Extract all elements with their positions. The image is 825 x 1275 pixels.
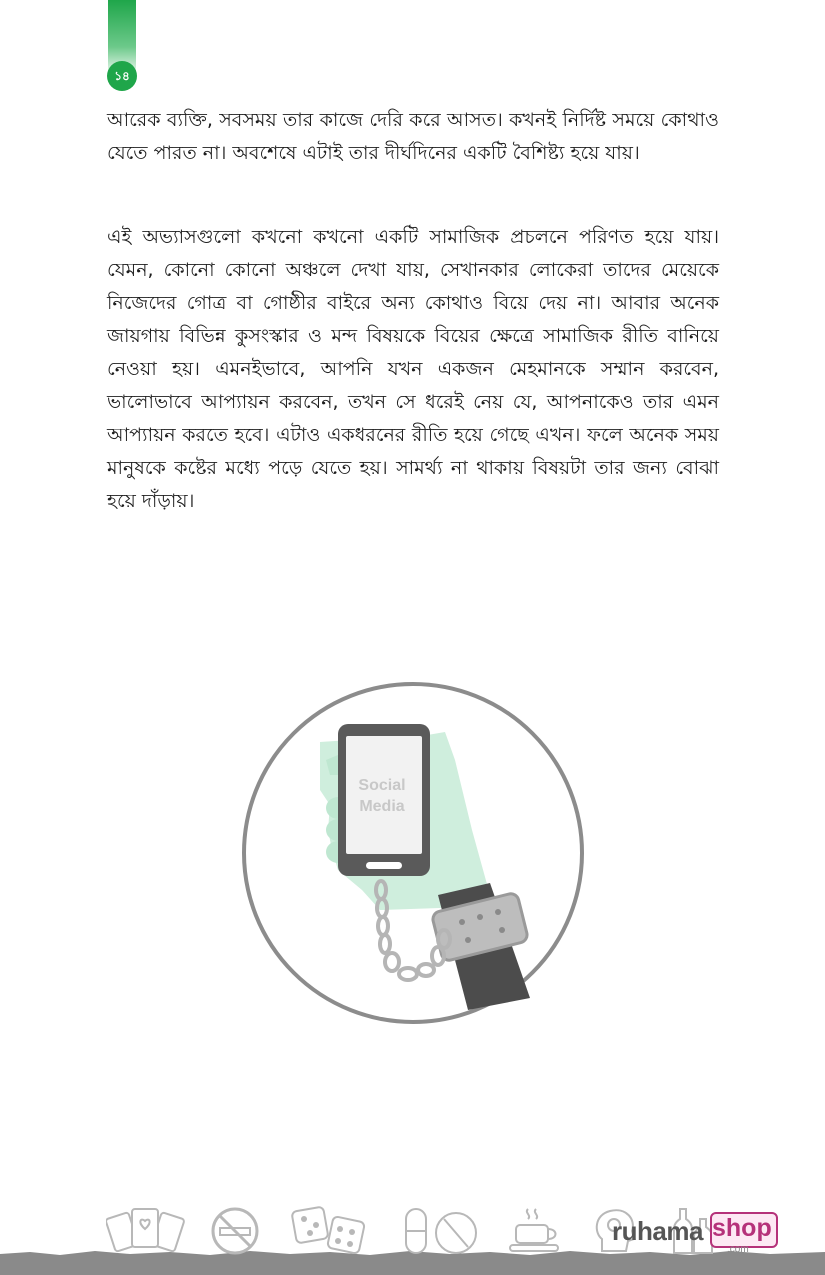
ruhama-shop-watermark bbox=[612, 1212, 782, 1256]
screen-text-social: Social bbox=[358, 777, 406, 794]
paragraph-1: আরেক ব্যক্তি, সবসময় তার কাজে দেরি করে আসত। কখনই নির্দিষ্ট সময়ে কোথাও যেতে পারত না। অবশেষে এটাই তার দীর্ঘদিনের একটি বৈশিষ্ট্য হয়ে যায়। bbox=[107, 109, 719, 164]
social-media-chain-illustration bbox=[240, 680, 586, 1026]
dice-icon bbox=[290, 1205, 370, 1255]
screen-text-media: Media bbox=[359, 798, 405, 815]
watermark-ruhama: ruhama bbox=[612, 1216, 703, 1246]
phone-screen bbox=[346, 736, 422, 854]
footer-strip bbox=[0, 1255, 825, 1275]
pills-icon bbox=[402, 1205, 482, 1255]
watermark-dotcom: .com bbox=[727, 1244, 749, 1255]
watermark-shop: shop bbox=[712, 1214, 772, 1242]
playing-cards-icon bbox=[106, 1205, 186, 1255]
coffee-cup-icon bbox=[508, 1205, 564, 1255]
page-number: ১৪ bbox=[107, 61, 137, 91]
no-smoking-icon bbox=[208, 1205, 262, 1255]
paragraph-2: এই অভ্যাসগুলো কখনো কখনো একটি সামাজিক প্রচলনে পরিণত হয়ে যায়। যেমন, কোনো কোনো অঞ্চলে দেখা যায়, সেখানকার লোকেরা তাদের মেয়েকে নিজেদের গোত্র বা গোষ্ঠীর বাইরে অন্য কোথাও বিয়ে দেয় না। আবার অনেক জায়গায় বিভিন্ন কুসংস্কার ও মন্দ বিষয়কে বিয়ের ক্ষেত্রে সামাজিক রীতি বানিয়ে নেওয়া হয়। এমনইভাবে, আপনি যখন একজন মেহমানকে সম্মান করবেন, ভালোভাবে আপ্যায়ন করবেন, তখন সে ধরেই নেয় যে, আপনাকেও তার এমন আপ্যায়ন করতে হবে। এটাও একধরনের রীতি হয়ে গেছে এখন। ফলে অনেক সময় মানুষকে কষ্টের মধ্যে পড়ে যেতে হয়। সামর্থ্য না থাকায় বিষয়টা তার জন্য বোঝা হয়ে দাঁড়ায়। bbox=[107, 226, 719, 512]
